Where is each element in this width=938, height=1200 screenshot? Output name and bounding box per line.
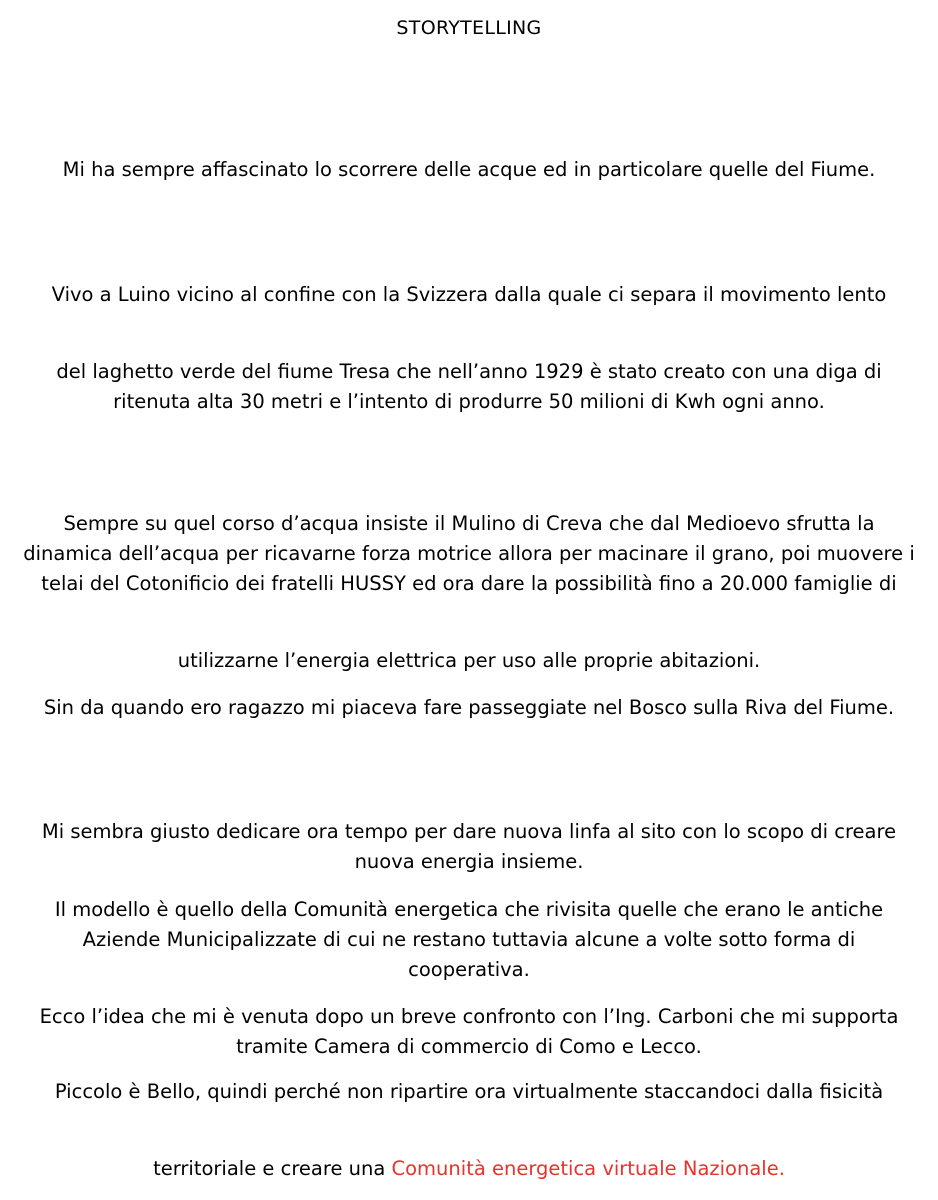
document-title: STORYTELLING	[396, 17, 542, 39]
paragraph-modello: Il modello è quello della Comunità energetica che rivisita quelle che erano le antiche Aziende Municipalizzate di cui ne restano tuttavia alcune a volte sotto forma di cooperativa.	[54, 898, 884, 981]
paragraph-final	[20, 1154, 918, 1184]
paragraph-linfa: Mi sembra giusto dedicare ora tempo per dare nuova linfa al sito con lo scopo di creare nuova energia insieme.	[41, 820, 897, 873]
paragraph-mulino: Sempre su quel corso d’acqua insiste il Mulino di Creva che dal Medioevo sfrutta la dinamica dell’acqua per ricavarne forza motrice allora per macinare il grano, poi muovere i telai del Cotonificio dei fratelli HUSSY ed ora dare la possibilità fino a 20.000 famiglie di	[23, 512, 915, 595]
paragraph-bosco: Sin da quando ero ragazzo mi piaceva fare passeggiate nel Bosco sulla Riva del Fiume.	[43, 696, 895, 719]
paragraph-piccolo: Piccolo è Bello, quindi perché non ripartire ora virtualmente staccandoci dalla fisicità	[54, 1080, 884, 1103]
final-line-highlight: Comunità energetica virtuale Nazionale.	[391, 1157, 785, 1180]
paragraph-fascination: Mi ha sempre affascinato lo scorrere delle acque ed in particolare quelle del Fiume.	[62, 158, 876, 181]
paragraph-energia: utilizzarne l’energia elettrica per uso alle proprie abitazioni.	[177, 649, 761, 672]
paragraph-luino: Vivo a Luino vicino al confine con la Svizzera dalla quale ci separa il movimento lento	[51, 283, 887, 306]
paragraph-idea: Ecco l’idea che mi è venuta dopo un breve confronto con l’Ing. Carboni che mi supporta tramite Camera di commercio di Como e Lecco.	[39, 1005, 899, 1058]
final-line-prefix: territoriale e creare una	[153, 1157, 392, 1180]
paragraph-tresa: del laghetto verde del fiume Tresa che nell’anno 1929 è stato creato con una diga di ritenuta alta 30 metri e l’intento di produrre 50 milioni di Kwh ogni anno.	[56, 360, 882, 413]
